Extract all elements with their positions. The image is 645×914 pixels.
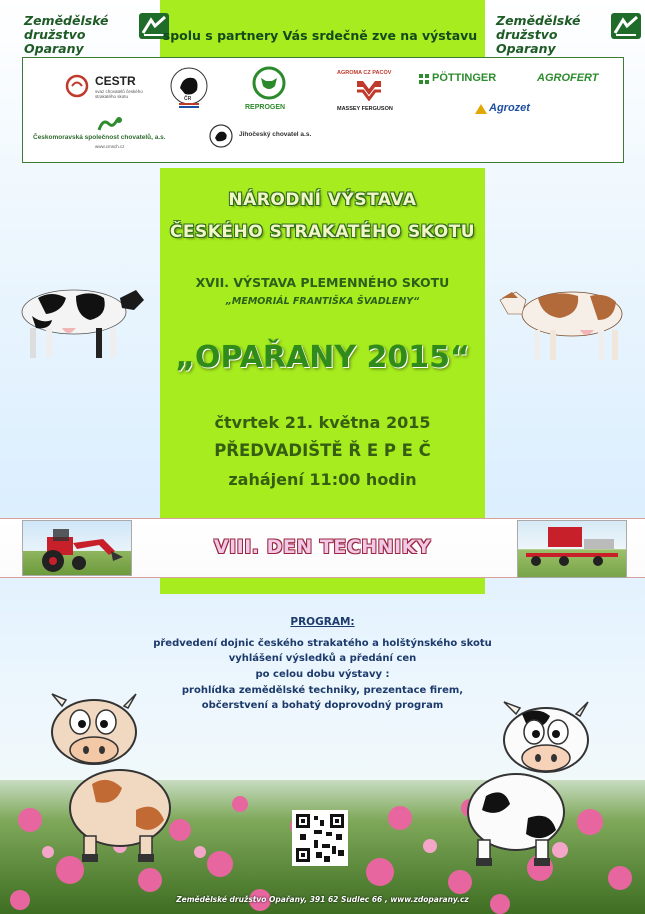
partner-cmsch (33, 116, 203, 156)
program-line-2: vyhlášení výsledků a předání cen (228, 653, 417, 664)
sowing-machine-icon (518, 521, 626, 577)
brand-right-name: Zemědělské družstvo Oparany (496, 13, 581, 56)
massey-ferguson-logo-icon (355, 79, 383, 101)
partner-agrofert (537, 72, 619, 88)
machinery-photo (517, 520, 627, 578)
fleckvieh-cow-image (498, 280, 632, 366)
partner-agrozet (475, 102, 557, 118)
tractor-icon (23, 521, 131, 575)
event-date: čtvrtek 21. května 2015 (214, 413, 431, 432)
footer-address: Zemědělské družstvo Opařany, 391 62 Sudlec 66 , www.zdoparany.cz (176, 895, 469, 904)
agrofert-name: AGROFERT (537, 72, 599, 84)
agrozet-name: Agrozet (489, 102, 530, 114)
brand-left (24, 12, 174, 56)
partners-box (22, 57, 624, 163)
cestr-name: CESTR (95, 74, 136, 88)
agroma-label: AGROMA CZ PACOV (337, 70, 392, 76)
cmsch-name: Českomoravská společnost chovatelů, a.s. (33, 134, 166, 141)
event-start: zahájení 11:00 hodin (228, 470, 417, 489)
jihocesky-name: Jihočeský chovatel a.s. (239, 131, 312, 138)
massey-ferguson-name: MASSEY FERGUSON (337, 106, 393, 112)
tech-day-title: VIII. DEN TECHNIKY (213, 536, 432, 558)
invitation-text: spolu s partnery Vás srdečně zve na výstavu (162, 28, 478, 43)
memorial: „MEMORIÁL FRANTIŠKA ŠVADLENY“ (225, 296, 420, 307)
cr-label: ČR (184, 96, 192, 102)
subtitle: XVII. VÝSTAVA PLEMENNÉHO SKOTU (195, 275, 450, 290)
reprogen-logo-icon (252, 66, 286, 100)
cartoon-cow-left-image (32, 690, 192, 866)
jihocesky-logo-icon (209, 124, 233, 148)
reprogen-name: REPROGEN (245, 104, 286, 111)
tractor-photo (22, 520, 132, 576)
qr-code-icon[interactable] (292, 810, 348, 866)
cestr-logo-icon (65, 74, 89, 98)
partner-pottinger (419, 72, 509, 88)
partner-cestr (65, 72, 165, 106)
title-line1: NÁRODNÍ VÝSTAVA (228, 190, 417, 210)
brand-right (496, 12, 645, 56)
pottinger-name: PÖTTINGER (432, 72, 497, 84)
cmsch-logo-icon (97, 116, 123, 132)
partner-jihocesky-chovatel (209, 122, 349, 152)
program-line-5: občerstvení a bohatý doprovodný program (201, 700, 444, 711)
program-line-4: prohlídka zemědělské techniky, prezentace firem, (181, 685, 464, 696)
green-band-bottom (160, 577, 485, 594)
partner-massey-ferguson (335, 70, 405, 116)
cartoon-cow-right-image (446, 700, 606, 872)
holstein-cow-image (12, 276, 148, 366)
event-venue: PŘEDVADIŠTĚ Ř E P E Č (214, 441, 431, 460)
brand-right-logo-icon (610, 12, 642, 40)
brand-left-name: Zemědělské družstvo Oparany (24, 13, 109, 56)
title-line2: ČESKÉHO STRAKATÉHO SKOTU (169, 222, 476, 242)
program-line-1: předvedení dojnic českého strakatého a holštýnského skotu (153, 638, 492, 649)
cr-emblem-icon (169, 66, 209, 110)
program-heading: PROGRAM: (290, 616, 355, 628)
agrozet-logo-icon (475, 104, 487, 114)
pottinger-logo-icon (419, 74, 429, 84)
program-line-3: po celou dobu výstavy : (255, 669, 390, 680)
partner-reprogen (241, 66, 301, 118)
cestr-tagline: svaz chovatelů českého strakatého skotu (95, 89, 143, 99)
cmsch-url: www.cmsch.cz (95, 144, 125, 149)
partner-cr (169, 66, 213, 118)
event-name: „OPAŘANY 2015“ (175, 340, 470, 375)
